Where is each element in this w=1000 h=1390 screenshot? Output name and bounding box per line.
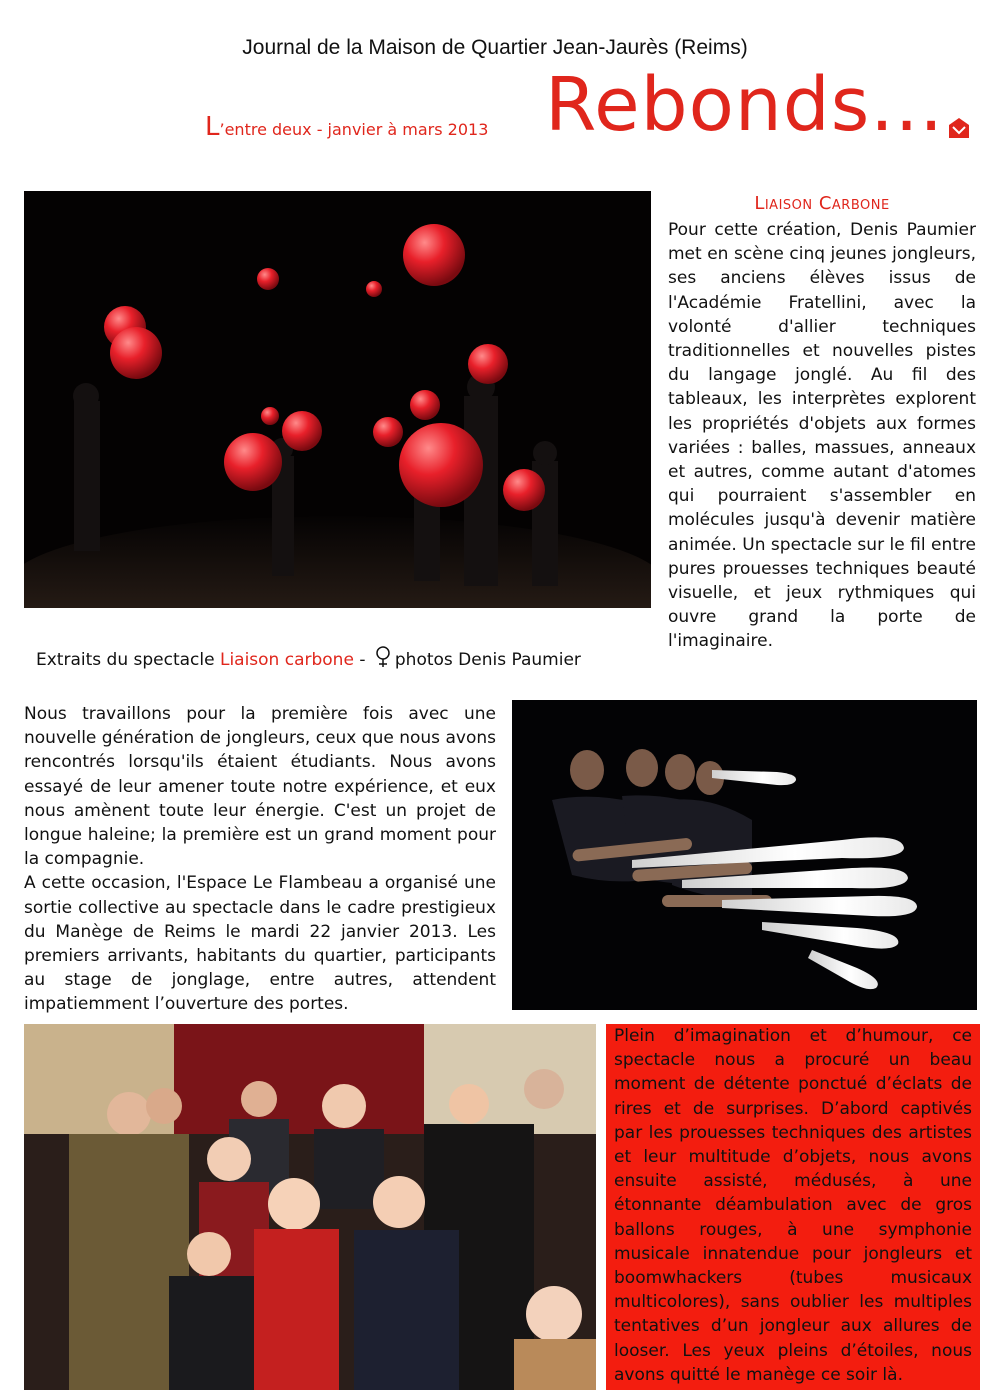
issue-subtitle xyxy=(205,112,488,142)
journal-title: Journal de la Maison de Quartier Jean-Jaurès (Reims) xyxy=(242,36,748,59)
highlight-box xyxy=(606,1024,980,1390)
photo-red-balloons xyxy=(24,191,651,608)
photo-red-balloons-art xyxy=(24,191,651,608)
article-paragraph-2: A cette occasion, l'Espace Le Flambeau a organisé une sortie collective au spectacle dans le cadre prestigieux du Manège de Reims le mardi 22 janvier 2013. Les premiers arrivants, habitants du quartier, participants au stage de jonglage, entre autres, attendent impatiemment l’ouverture des portes. xyxy=(24,873,496,1015)
photo-caption xyxy=(36,646,581,670)
subtitle-text: ’entre deux - janvier à mars 2013 xyxy=(219,120,489,139)
map-pin-icon xyxy=(375,646,391,668)
house-logo-icon xyxy=(948,117,970,139)
article-paragraph-1: Nous travaillons pour la première fois avec une nouvelle génération de jongleurs, ceux que nous avons rencontrés lorsqu'ils étaient étudiants. Nous avons essayé de leur amener toute notre expérience, et eux nous amènent toute leur énergie. C'est un projet de longue haleine; la première est un grand moment pour la compagnie. xyxy=(24,704,496,870)
photo-jugglers-clubs xyxy=(512,700,977,1010)
section-title: Liaison Carbone xyxy=(754,193,890,214)
masthead-title: Rebonds... xyxy=(545,62,944,148)
photo-audience-group-art xyxy=(24,1024,596,1390)
photo-audience-group xyxy=(24,1024,596,1390)
section-paragraph: Pour cette création, Denis Paumier met en scène cinq jeunes jongleurs, ses anciens élèves issus de l'Académie Fratellini, avec la volonté d'allier techniques traditionnelles et nouvelles pistes du langage jonglé. Au fil des tableaux, les interprètes explorent les propriétés d'objets aux formes variées : balles, massues, anneaux et autres, comme autant d'atomes qui pourraient s'assembler en molécules jusqu'à devenir matière animée. Un spectacle sur le fil entre pures prouesses techniques beauté visuelle, et jeux rythmiques qui ouvre grand la porte de l'imaginaire. xyxy=(668,220,976,652)
caption-credit: photos Denis Paumier xyxy=(394,650,581,670)
article-body xyxy=(24,702,496,1017)
caption-prefix: Extraits du spectacle xyxy=(36,650,220,670)
caption-show-name: Liaison carbone xyxy=(219,650,354,670)
caption-separator: - xyxy=(353,650,371,670)
photo-jugglers-clubs-art xyxy=(512,700,977,1010)
highlight-paragraph: Plein d’imagination et d’humour, ce spectacle nous a procuré un beau moment de détente ponctué d’éclats de rires et de surprises. D’abord captivés par les prouesses techniques des artistes et leur multitude d’objets, nous avons ensuite assisté, médusés, à une étonnante déambulation avec de gros ballons rouges, à une symphonie musicale innatendue pour jongleurs et boomwhackers (tubes musicaux multicolores), sans oublier les multiples tentatives d’un jongleur aux allures de looser. Les yeux pleins d’étoiles, nous avons quitté le manège ce soir là. xyxy=(614,1026,972,1385)
subtitle-initial: L xyxy=(205,112,220,142)
